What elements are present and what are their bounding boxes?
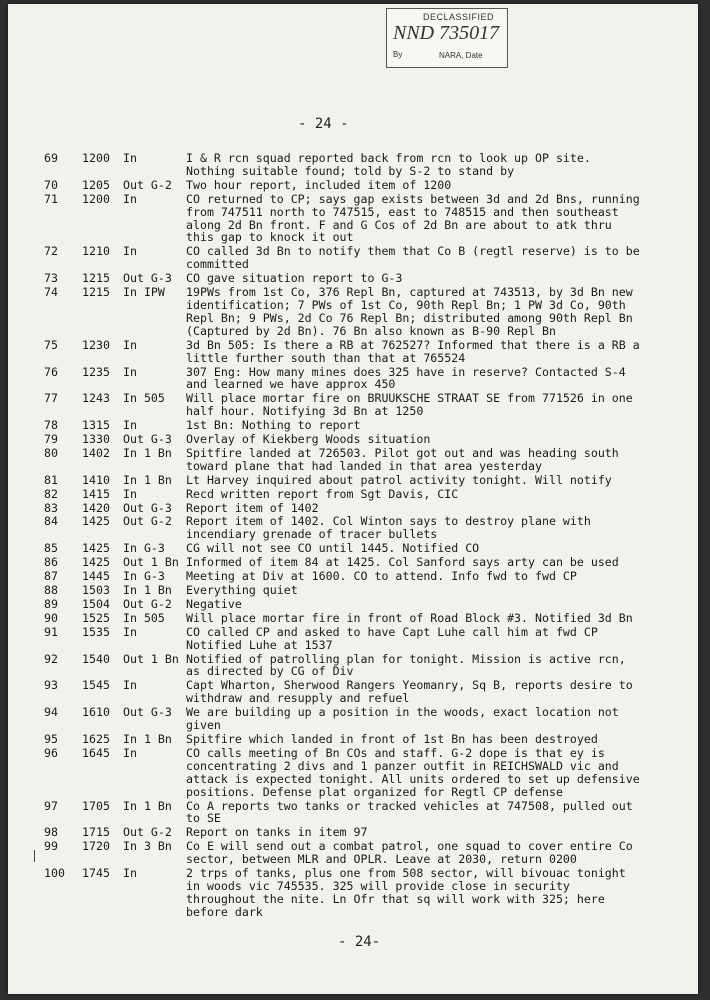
entry-direction: Out G-2	[123, 825, 172, 840]
entry-text: Notified of patrolling plan for tonight. Mission is active rcn, as directed by CG of Div	[186, 651, 626, 679]
entry-number: 94	[44, 705, 58, 720]
entry-time: 1445	[82, 569, 110, 584]
entry-text: Everything quiet	[186, 583, 298, 597]
journal-entry	[8, 286, 698, 338]
entry-text: I & R rcn squad reported back from rcn to look up OP site. Nothing suitable found; told by S-2 to stand by	[186, 151, 591, 178]
journal-entry	[8, 679, 698, 705]
entry-direction: In 1 Bn	[123, 583, 172, 597]
entry-number: 79	[44, 432, 58, 447]
entry-time: 1315	[82, 418, 110, 433]
entry-time: 1210	[82, 244, 110, 259]
entry-direction: In	[123, 191, 137, 206]
entry-direction: In	[123, 418, 137, 433]
entry-time: 1645	[82, 745, 110, 760]
page-number-top: - 24 -	[298, 116, 349, 132]
stamp-label: DECLASSIFIED	[423, 12, 495, 22]
entry-number: 88	[44, 583, 58, 597]
entry-time: 1410	[82, 472, 110, 487]
entry-number: 86	[44, 555, 58, 570]
entry-number: 92	[44, 651, 58, 666]
entry-text: 307 Eng: How many mines does 325 have in reserve? Contacted S-4 and learned we have approx 450	[186, 364, 626, 392]
entry-time: 1243	[82, 391, 110, 406]
entry-text: Negative	[186, 596, 242, 611]
entry-time: 1235	[82, 364, 110, 379]
entry-direction: In	[123, 745, 137, 760]
entry-time: 1330	[82, 432, 110, 447]
entry-number: 70	[44, 177, 58, 192]
entry-text: 2 trps of tanks, plus one from 508 sector, will bivouac tonight in woods vic 745535. 325 will provide close in security throughout the nite. Ln Ofr that sq will work with 325; here before dark	[186, 866, 626, 919]
entry-direction: In 505	[123, 391, 165, 406]
entry-time: 1215	[82, 285, 110, 300]
entry-time: 1720	[82, 839, 110, 854]
entry-direction: Out G-2	[123, 596, 172, 611]
entry-time: 1525	[82, 610, 110, 625]
entry-number: 93	[44, 678, 58, 693]
entry-direction: In	[123, 624, 137, 639]
entry-direction: In	[123, 678, 137, 693]
entry-number: 95	[44, 731, 58, 746]
entry-text: Spitfire which landed in front of 1st Bn has been destroyed	[186, 731, 598, 746]
entry-direction: In 1 Bn	[123, 731, 172, 746]
entry-number: 85	[44, 541, 58, 556]
entry-text: CO called CP and asked to have Capt Luhe call him at fwd CP Notified Luhe at 1537	[186, 624, 598, 652]
entry-number: 77	[44, 391, 58, 406]
entry-text: Recd written report from Sgt Davis, CIC	[186, 486, 459, 501]
page-number-bottom: - 24-	[338, 934, 381, 950]
entry-number: 74	[44, 285, 58, 300]
journal-entry	[8, 706, 698, 732]
entry-direction: Out G-2	[123, 177, 172, 192]
entry-number: 72	[44, 244, 58, 259]
journal-entry	[8, 800, 698, 826]
entry-time: 1205	[82, 177, 110, 192]
entry-time: 1545	[82, 678, 110, 693]
entry-text: Overlay of Kiekberg Woods situation	[186, 432, 431, 447]
entry-number: 99	[44, 839, 58, 854]
journal-entry	[8, 433, 698, 446]
journal-entries	[8, 152, 698, 920]
entry-time: 1415	[82, 486, 110, 501]
entry-direction: Out G-2	[123, 514, 172, 529]
entry-time: 1745	[82, 866, 110, 881]
entry-number: 73	[44, 271, 58, 286]
entry-text: CO gave situation report to G-3	[186, 271, 403, 286]
entry-time: 1610	[82, 705, 110, 720]
journal-entry	[8, 179, 698, 192]
entry-direction: In	[123, 151, 137, 165]
entry-time: 1200	[82, 191, 110, 206]
entry-time: 1425	[82, 555, 110, 570]
entry-number: 87	[44, 569, 58, 584]
entry-time: 1200	[82, 151, 110, 165]
journal-entry	[8, 542, 698, 555]
entry-number: 84	[44, 514, 58, 529]
entry-text: Meeting at Div at 1600. CO to attend. Info fwd to fwd CP	[186, 569, 577, 584]
journal-entry	[8, 653, 698, 679]
entry-text: Co A reports two tanks or tracked vehicles at 747508, pulled out to SE	[186, 798, 633, 826]
entry-direction: Out G-3	[123, 705, 172, 720]
entry-number: 71	[44, 191, 58, 206]
entry-number: 89	[44, 596, 58, 611]
entry-time: 1504	[82, 596, 110, 611]
entry-number: 80	[44, 445, 58, 460]
entry-direction: Out G-3	[123, 432, 172, 447]
entry-text: 3d Bn 505: Is there a RB at 762527? Informed that there is a RB a little further south than that at 765524	[186, 337, 640, 365]
entry-time: 1425	[82, 541, 110, 556]
entry-number: 81	[44, 472, 58, 487]
entry-time: 1503	[82, 583, 110, 597]
journal-entry	[8, 840, 698, 866]
entry-direction: In IPW	[123, 285, 165, 300]
journal-entry	[8, 612, 698, 625]
journal-entry	[8, 733, 698, 746]
entry-text: Will place mortar fire in front of Road Block #3. Notified 3d Bn	[186, 610, 633, 625]
entry-text: Capt Wharton, Sherwood Rangers Yeomanry, Sq B, reports desire to withdraw and resupply and refuel	[186, 678, 633, 706]
entry-direction: In 3 Bn	[123, 839, 172, 854]
stamp-authority: NND 735017	[393, 22, 500, 44]
entry-direction: In	[123, 486, 137, 501]
entry-time: 1540	[82, 651, 110, 666]
entry-direction: In	[123, 337, 137, 352]
entry-number: 97	[44, 798, 58, 813]
entry-text: CO called 3d Bn to notify them that Co B (regtl reserve) is to be committed	[186, 244, 640, 272]
entry-number: 90	[44, 610, 58, 625]
journal-entry	[8, 556, 698, 569]
journal-entry	[8, 515, 698, 541]
entry-number: 82	[44, 486, 58, 501]
entry-direction: In 1 Bn	[123, 445, 172, 460]
stamp-by: By	[393, 50, 403, 59]
entry-direction: In G-3	[123, 569, 165, 584]
journal-entry	[8, 502, 698, 515]
entry-text: Lt Harvey inquired about patrol activity tonight. Will notify	[186, 472, 612, 487]
entry-text: Co E will send out a combat patrol, one squad to cover entire Co sector, between MLR and OPLR. Leave at 2030, return 0200	[186, 839, 633, 867]
document-page	[8, 4, 698, 994]
entry-direction: Out 1 Bn	[123, 555, 179, 570]
entry-text: Report on tanks in item 97	[186, 825, 368, 840]
journal-entry	[8, 447, 698, 473]
entry-text: CG will not see CO until 1445. Notified CO	[186, 541, 480, 556]
journal-entry	[8, 392, 698, 418]
entry-text: Report item of 1402	[186, 500, 319, 515]
entry-time: 1230	[82, 337, 110, 352]
entry-number: 69	[44, 151, 58, 165]
journal-entry	[8, 419, 698, 432]
margin-mark	[34, 850, 35, 862]
entry-time: 1420	[82, 500, 110, 515]
entry-number: 75	[44, 337, 58, 352]
journal-entry	[8, 584, 698, 597]
entry-number: 96	[44, 745, 58, 760]
entry-direction: In	[123, 244, 137, 259]
journal-entry	[8, 570, 698, 583]
entry-direction: Out 1 Bn	[123, 651, 179, 666]
journal-entry	[8, 488, 698, 501]
journal-entry	[8, 867, 698, 919]
entry-direction: In 1 Bn	[123, 798, 172, 813]
entry-text: 19PWs from 1st Co, 376 Repl Bn, captured at 743513, by 3d Bn new identification; 7 PWs of 1st Co, 90th Repl Bn; 1 PW 3d Co, 90th Repl Bn; 9 PWs, 2d Co 76 Repl Bn; distributed among 90th Repl Bn (Captured by 2d Bn). 76 Bn also known as B-90 Repl Bn	[186, 285, 633, 338]
entry-number: 78	[44, 418, 58, 433]
stamp-nara: NARA, Date	[439, 51, 483, 60]
entry-text: Informed of item 84 at 1425. Col Sanford says arty can be used	[186, 555, 619, 570]
entry-number: 98	[44, 825, 58, 840]
journal-entry	[8, 152, 698, 178]
entry-time: 1402	[82, 445, 110, 460]
journal-entry	[8, 366, 698, 392]
journal-entry	[8, 193, 698, 245]
entry-text: CO calls meeting of Bn COs and staff. G-2 dope is that ey is concentrating 2 divs and 1 panzer outfit in REICHSWALD vic and attack is expected tonight. All units ordered to set up defensive positions. Defense plat organized for Regtl CP defense	[186, 745, 640, 799]
entry-direction: Out G-3	[123, 271, 172, 286]
entry-direction: In G-3	[123, 541, 165, 556]
entry-number: 76	[44, 364, 58, 379]
journal-entry	[8, 747, 698, 799]
entry-number: 91	[44, 624, 58, 639]
entry-time: 1715	[82, 825, 110, 840]
entry-direction: In 1 Bn	[123, 472, 172, 487]
entry-direction: In	[123, 866, 137, 881]
entry-time: 1215	[82, 271, 110, 286]
entry-time: 1535	[82, 624, 110, 639]
entry-time: 1705	[82, 798, 110, 813]
journal-entry	[8, 339, 698, 365]
journal-entry	[8, 272, 698, 285]
entry-text: Spitfire landed at 726503. Pilot got out and was heading south toward plane that had landed in that area yesterday	[186, 445, 619, 473]
entry-time: 1625	[82, 731, 110, 746]
journal-entry	[8, 826, 698, 839]
entry-text: Report item of 1402. Col Winton says to destroy plane with incendiary grenade of tracer bullets	[186, 514, 591, 542]
journal-entry	[8, 626, 698, 652]
entry-direction: In	[123, 364, 137, 379]
journal-entry	[8, 598, 698, 611]
entry-text: Will place mortar fire on BRUUKSCHE STRAAT SE from 771526 in one half hour. Notifying 3d Bn at 1250	[186, 391, 633, 419]
declassified-stamp	[386, 8, 508, 68]
entry-text: Two hour report, included item of 1200	[186, 177, 452, 192]
entry-text: CO returned to CP; says gap exists between 3d and 2d Bns, running from 747511 north to 747515, east to 748515 and then southeast along 2d Bn front. F and G Cos of 2d Bn are about to atk thru this gap to knock it out	[186, 191, 640, 245]
entry-number: 83	[44, 500, 58, 515]
journal-entry	[8, 474, 698, 487]
entry-direction: Out G-3	[123, 500, 172, 515]
entry-time: 1425	[82, 514, 110, 529]
entry-text: 1st Bn: Nothing to report	[186, 418, 361, 433]
entry-number: 100	[44, 866, 65, 881]
entry-direction: In 505	[123, 610, 165, 625]
journal-entry	[8, 245, 698, 271]
entry-text: We are building up a position in the woods, exact location not given	[186, 705, 619, 733]
